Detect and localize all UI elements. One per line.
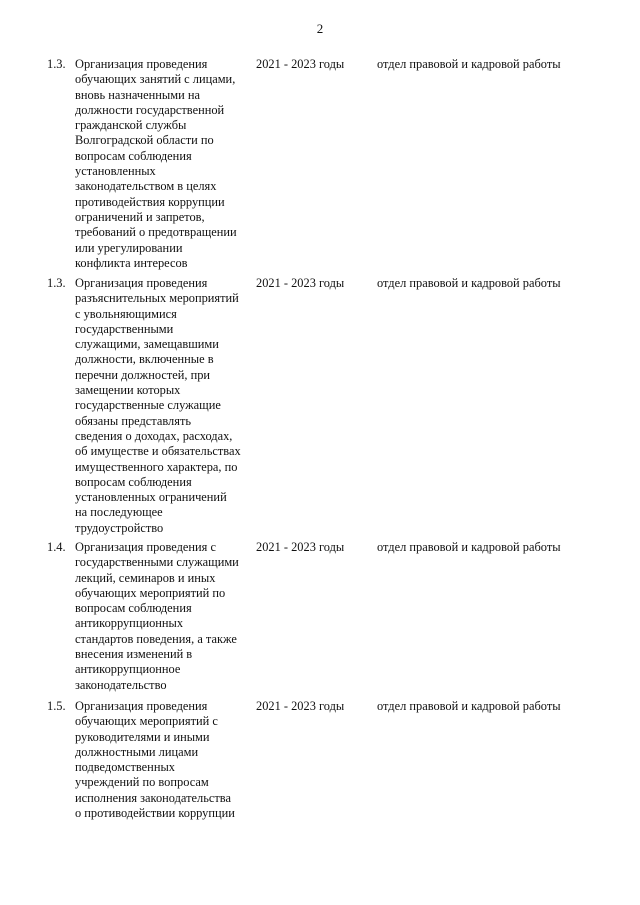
description-line: подведомственных (75, 760, 175, 775)
description-line: о противодействии коррупции (75, 806, 235, 821)
description-line: имущественного характера, по (75, 459, 238, 474)
item-department: отдел правовой и кадровой работы (377, 276, 561, 290)
description-line: или урегулировании (75, 240, 183, 255)
description-line: гражданской службы (75, 118, 187, 133)
description-line: вопросам соблюдения (75, 474, 192, 489)
item-number: 1.5. (47, 699, 66, 713)
description-line: об имуществе и обязательствах (75, 444, 241, 459)
description-line: перечни должностей, при (75, 367, 211, 382)
description-line: государственными (75, 321, 174, 336)
description-line: трудоустройство (75, 520, 164, 535)
description-line: государственные служащие (75, 398, 221, 413)
description-line: обучающих занятий с лицами, (75, 72, 236, 87)
description-line: Организация проведения (75, 57, 208, 71)
description-line: Организация проведения с (75, 540, 216, 554)
description-line: Организация проведения (75, 276, 208, 290)
description-line: должности, включенные в (75, 352, 214, 367)
description-line: вновь назначенными на (75, 87, 200, 102)
description-line: с увольняющимися (75, 306, 177, 321)
description-line: должностными лицами (75, 744, 199, 759)
description-line: противодействия коррупции (75, 194, 225, 209)
item-period: 2021 - 2023 годы (256, 57, 345, 71)
description-line: исполнения законодательства (75, 790, 231, 805)
description-line: внесения изменений в (75, 647, 193, 662)
description-line: лекций, семинаров и иных (75, 570, 216, 585)
item-number: 1.3. (47, 276, 66, 290)
description-line: антикоррупционных (75, 616, 184, 631)
description-line: вопросам соблюдения (75, 601, 192, 616)
description-line: сведения о доходах, расходах, (75, 428, 233, 443)
description-line: установленных (75, 164, 156, 179)
description-line: вопросам соблюдения (75, 148, 192, 163)
description-line: руководителями и иными (75, 729, 210, 744)
description-line: на последующее (75, 505, 163, 520)
item-description (75, 540, 255, 693)
description-line: государственными служащими (75, 555, 239, 570)
description-line: Организация проведения (75, 699, 208, 713)
description-line: требований о предотвращении (75, 225, 237, 240)
description-line: ограничений и запретов, (75, 209, 205, 224)
page-number: 2 (316, 21, 324, 36)
item-period: 2021 - 2023 годы (256, 699, 345, 713)
item-number: 1.4. (47, 540, 66, 554)
description-line: учреждений по вопросам (75, 775, 209, 790)
item-period: 2021 - 2023 годы (256, 540, 345, 554)
description-line: законодательством в целях (75, 179, 217, 194)
description-line: установленных ограничений (75, 490, 227, 505)
item-department: отдел правовой и кадровой работы (377, 699, 561, 713)
description-line: стандартов поведения, а также (75, 631, 237, 646)
description-line: замещении которых (75, 383, 181, 398)
description-line: обучающих мероприятий с (75, 714, 218, 729)
description-line: конфликта интересов (75, 255, 188, 270)
description-line: разъяснительных мероприятий (75, 291, 239, 306)
item-period: 2021 - 2023 годы (256, 276, 345, 290)
item-number: 1.3. (47, 57, 66, 71)
item-department: отдел правовой и кадровой работы (377, 540, 561, 554)
item-description (75, 276, 255, 536)
description-line: обучающих мероприятий по (75, 585, 226, 600)
item-description (75, 57, 255, 271)
item-description (75, 699, 255, 821)
description-line: антикоррупционное (75, 662, 181, 677)
description-line: законодательство (75, 677, 167, 692)
description-line: должности государственной (75, 102, 225, 117)
description-line: Волгоградской области по (75, 133, 214, 148)
description-line: обязаны представлять (75, 413, 192, 428)
item-department: отдел правовой и кадровой работы (377, 57, 561, 71)
description-line: служащими, замещавшими (75, 337, 219, 352)
